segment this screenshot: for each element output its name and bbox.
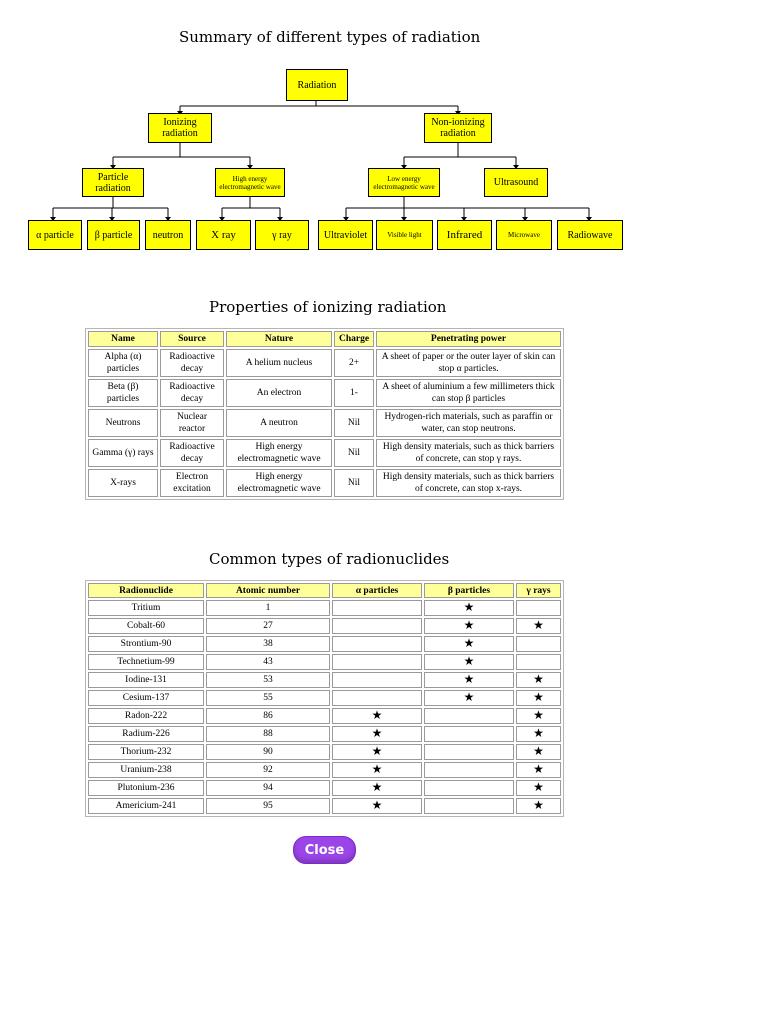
properties-cell-charge: 2+ [334, 349, 374, 377]
node-radiation: Radiation [286, 69, 348, 101]
atomic-number: 88 [206, 726, 330, 742]
properties-row [88, 349, 561, 377]
star-icon: ★ [463, 654, 475, 668]
radionuclide-row [88, 618, 561, 634]
header-atomic-number: Atomic number [206, 583, 330, 598]
gamma-emission-cell [516, 726, 561, 742]
star-icon: ★ [371, 708, 383, 722]
atomic-number: 55 [206, 690, 330, 706]
properties-cell-name: Gamma (γ) rays [88, 439, 158, 467]
node-infrared: Infrared [437, 220, 492, 250]
beta-emission-cell [424, 762, 514, 778]
star-icon: ★ [533, 798, 544, 812]
properties-row [88, 379, 561, 407]
radionuclide-name: Uranium-238 [88, 762, 204, 778]
radionuclide-row [88, 762, 561, 778]
properties-cell-name: Alpha (α) particles [88, 349, 158, 377]
alpha-emission-cell [332, 798, 422, 814]
radionuclide-row [88, 726, 561, 742]
gamma-emission-cell [516, 744, 561, 760]
star-icon: ★ [533, 780, 544, 794]
node-radiowave: Radiowave [557, 220, 623, 250]
star-icon: ★ [533, 762, 544, 776]
radionuclide-row [88, 600, 561, 616]
radionuclide-name: Technetium-99 [88, 654, 204, 670]
node-ionizing: Ionizing radiation [148, 113, 212, 143]
beta-emission-cell [424, 654, 514, 670]
atomic-number: 53 [206, 672, 330, 688]
beta-emission-cell [424, 744, 514, 760]
properties-cell-nature: A neutron [226, 409, 332, 437]
beta-emission-cell [424, 780, 514, 796]
radionuclide-row [88, 744, 561, 760]
alpha-emission-cell [332, 636, 422, 652]
node-alpha-particle: α particle [28, 220, 82, 250]
radionuclide-row [88, 690, 561, 706]
alpha-emission-cell [332, 726, 422, 742]
properties-cell-source: Radioactive decay [160, 379, 224, 407]
alpha-emission-cell [332, 600, 422, 616]
header-nature: Nature [226, 331, 332, 347]
star-icon: ★ [533, 726, 544, 740]
gamma-emission-cell [516, 654, 561, 670]
alpha-emission-cell [332, 780, 422, 796]
node-visible-light: Visible light [376, 220, 433, 250]
close-button[interactable]: Close [293, 836, 356, 864]
properties-cell-penetrating-power: A sheet of aluminium a few millimeters thick can stop β particles [376, 379, 561, 407]
node-high-energy-em: High energy electromagnetic wave [215, 168, 285, 197]
radionuclide-row [88, 636, 561, 652]
atomic-number: 1 [206, 600, 330, 616]
properties-cell-charge: Nil [334, 439, 374, 467]
node-x-ray: X ray [196, 220, 251, 250]
header-name: Name [88, 331, 158, 347]
properties-header-row [88, 331, 561, 347]
properties-row [88, 409, 561, 437]
properties-row [88, 469, 561, 497]
star-icon: ★ [463, 672, 475, 686]
beta-emission-cell [424, 618, 514, 634]
star-icon: ★ [371, 780, 383, 794]
header-source: Source [160, 331, 224, 347]
properties-cell-penetrating-power: Hydrogen-rich materials, such as paraffin or water, can stop neutrons. [376, 409, 561, 437]
star-icon: ★ [463, 636, 475, 650]
atomic-number: 43 [206, 654, 330, 670]
atomic-number: 38 [206, 636, 330, 652]
node-gamma-ray: γ ray [255, 220, 309, 250]
radionuclide-row [88, 654, 561, 670]
star-icon: ★ [533, 672, 544, 686]
gamma-emission-cell [516, 762, 561, 778]
radionuclide-name: Plutonium-236 [88, 780, 204, 796]
beta-emission-cell [424, 636, 514, 652]
star-icon: ★ [533, 744, 544, 758]
atomic-number: 94 [206, 780, 330, 796]
header-gamma: γ rays [516, 583, 561, 598]
alpha-emission-cell [332, 618, 422, 634]
radionuclide-row [88, 798, 561, 814]
node-non-ionizing: Non-ionizing radiation [424, 113, 492, 143]
radionuclide-row [88, 708, 561, 724]
radionuclides-title: Common types of radionuclides [209, 550, 450, 568]
beta-emission-cell [424, 798, 514, 814]
star-icon: ★ [371, 762, 383, 776]
radionuclide-name: Thorium-232 [88, 744, 204, 760]
gamma-emission-cell [516, 618, 561, 634]
atomic-number: 86 [206, 708, 330, 724]
star-icon: ★ [371, 798, 383, 812]
properties-cell-charge: Nil [334, 469, 374, 497]
node-low-energy-em: Low energy electromagnetic wave [368, 168, 440, 197]
radionuclide-name: Cesium-137 [88, 690, 204, 706]
properties-cell-penetrating-power: High density materials, such as thick barriers of concrete, can stop x-rays. [376, 469, 561, 497]
header-beta: β particles [424, 583, 514, 598]
atomic-number: 95 [206, 798, 330, 814]
atomic-number: 27 [206, 618, 330, 634]
gamma-emission-cell [516, 798, 561, 814]
properties-cell-penetrating-power: High density materials, such as thick barriers of concrete, can stop γ rays. [376, 439, 561, 467]
atomic-number: 90 [206, 744, 330, 760]
alpha-emission-cell [332, 762, 422, 778]
radionuclides-header-row [88, 583, 561, 598]
alpha-emission-cell [332, 672, 422, 688]
beta-emission-cell [424, 600, 514, 616]
properties-cell-name: Neutrons [88, 409, 158, 437]
radionuclide-name: Radon-222 [88, 708, 204, 724]
star-icon: ★ [533, 708, 544, 722]
alpha-emission-cell [332, 708, 422, 724]
radionuclide-name: Iodine-131 [88, 672, 204, 688]
node-beta-particle: β particle [87, 220, 140, 250]
star-icon: ★ [371, 726, 383, 740]
properties-cell-source: Electron excitation [160, 469, 224, 497]
properties-cell-nature: High energy electromagnetic wave [226, 469, 332, 497]
properties-cell-name: X-rays [88, 469, 158, 497]
summary-title: Summary of different types of radiation [179, 28, 481, 46]
properties-cell-nature: An electron [226, 379, 332, 407]
node-neutron: neutron [145, 220, 191, 250]
node-microwave: Microwave [496, 220, 552, 250]
header-alpha: α particles [332, 583, 422, 598]
alpha-emission-cell [332, 654, 422, 670]
properties-cell-nature: High energy electromagnetic wave [226, 439, 332, 467]
header-radionuclide: Radionuclide [88, 583, 204, 598]
properties-cell-penetrating-power: A sheet of paper or the outer layer of skin can stop α particles. [376, 349, 561, 377]
atomic-number: 92 [206, 762, 330, 778]
gamma-emission-cell [516, 780, 561, 796]
header-penetrating-power: Penetrating power [376, 331, 561, 347]
star-icon: ★ [463, 690, 475, 704]
node-ultraviolet: Ultraviolet [318, 220, 373, 250]
gamma-emission-cell [516, 708, 561, 724]
properties-table [85, 328, 564, 500]
properties-cell-source: Radioactive decay [160, 349, 224, 377]
gamma-emission-cell [516, 672, 561, 688]
properties-cell-source: Nuclear reactor [160, 409, 224, 437]
header-charge: Charge [334, 331, 374, 347]
properties-title: Properties of ionizing radiation [209, 298, 447, 316]
radionuclide-name: Radium-226 [88, 726, 204, 742]
radionuclide-name: Strontium-90 [88, 636, 204, 652]
beta-emission-cell [424, 726, 514, 742]
gamma-emission-cell [516, 690, 561, 706]
properties-row [88, 439, 561, 467]
gamma-emission-cell [516, 600, 561, 616]
radionuclide-name: Cobalt-60 [88, 618, 204, 634]
alpha-emission-cell [332, 744, 422, 760]
radionuclide-name: Americium-241 [88, 798, 204, 814]
star-icon: ★ [533, 690, 544, 704]
node-ultrasound: Ultrasound [484, 168, 548, 197]
node-particle-radiation: Particle radiation [82, 168, 144, 197]
properties-cell-nature: A helium nucleus [226, 349, 332, 377]
alpha-emission-cell [332, 690, 422, 706]
beta-emission-cell [424, 690, 514, 706]
beta-emission-cell [424, 672, 514, 688]
gamma-emission-cell [516, 636, 561, 652]
radionuclides-table [85, 580, 564, 817]
star-icon: ★ [463, 600, 475, 614]
beta-emission-cell [424, 708, 514, 724]
properties-cell-source: Radioactive decay [160, 439, 224, 467]
properties-cell-name: Beta (β) particles [88, 379, 158, 407]
radionuclide-row [88, 672, 561, 688]
star-icon: ★ [463, 618, 475, 632]
properties-cell-charge: Nil [334, 409, 374, 437]
properties-cell-charge: 1- [334, 379, 374, 407]
radionuclide-name: Tritium [88, 600, 204, 616]
star-icon: ★ [371, 744, 383, 758]
star-icon: ★ [533, 618, 544, 632]
radionuclide-row [88, 780, 561, 796]
